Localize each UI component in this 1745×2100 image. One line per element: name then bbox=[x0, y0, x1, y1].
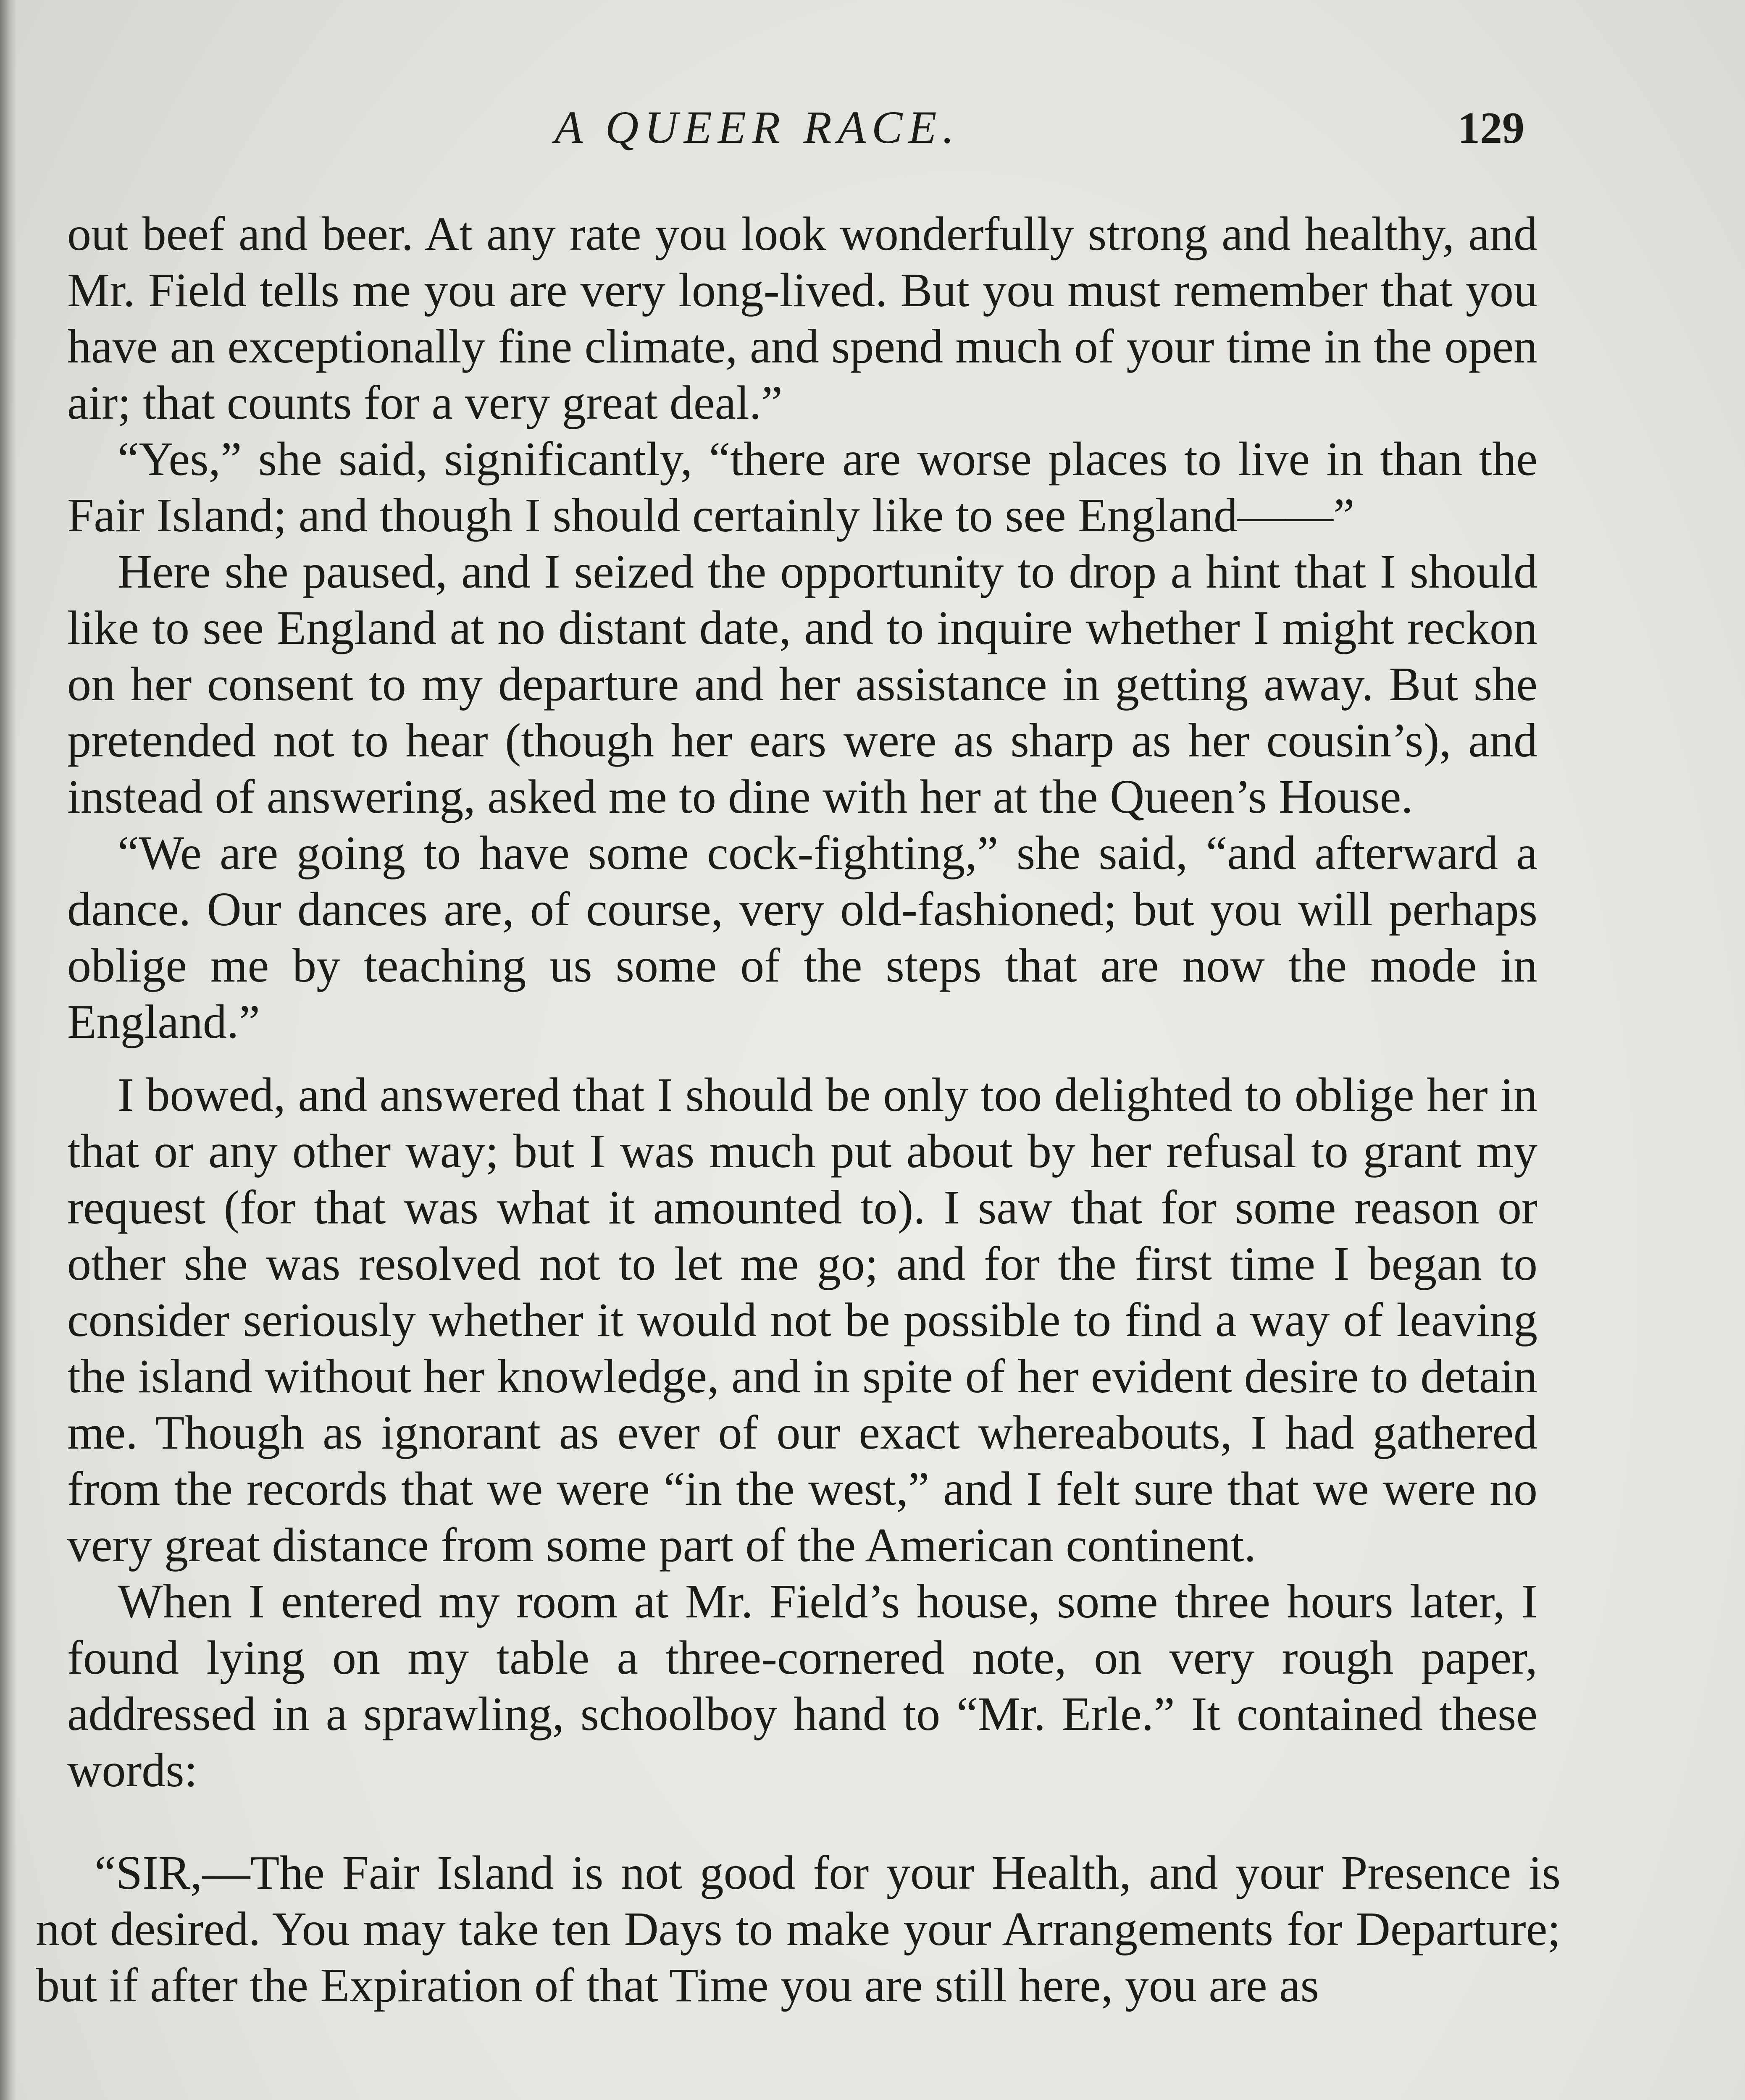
running-title: A QUEER RACE. bbox=[555, 102, 960, 153]
paragraph: Here she paused, and I seized the opportunity to drop a hint that I should like to see England at no distant date, and to inquire whether I might reckon on her consent to my departure and her assistance in getting away. But she pretended not to hear (though her ears were as sharp as her cousin’s), and instead of answering, asked me to dine with her at the Queen’s House. bbox=[67, 545, 1537, 823]
body-text bbox=[36, 206, 1561, 2013]
letter-paragraph: “SIR,—The Fair Island is not good for your Health, and your Presence is not desired. You may take ten Days to make your Arrangements for Departure; but if after the Expiration of that Time you are still here, you are as bbox=[36, 1846, 1561, 2012]
paragraph-continued: out beef and beer. At any rate you look wonderfully strong and healthy, and Mr. Field tells me you are very long-lived. But you must remember that you have an exceptionally fine climate, and spend much of your time in the open air; that counts for a very great deal.” bbox=[67, 207, 1537, 429]
page-number: 129 bbox=[1458, 103, 1524, 152]
paragraph: “We are going to have some cock-fighting,” she said, “and afterward a dance. Our dances are, of course, very old-fashioned; but you will perhaps oblige me by teaching us some of the steps that are now the mode in England.” bbox=[67, 826, 1537, 1048]
paragraph: “Yes,” she said, significantly, “there are worse places to live in than the Fair Island; and though I should certainly like to see England——” bbox=[67, 432, 1537, 542]
running-header bbox=[0, 101, 1745, 168]
spine-shadow bbox=[0, 0, 17, 2100]
paragraph: When I entered my room at Mr. Field’s house, some three hours later, I found lying on my table a three-cornered note, on very rough paper, addressed in a sprawling, schoolboy hand to “Mr. Erle.” It contained these words: bbox=[67, 1575, 1537, 1797]
paragraph: I bowed, and answered that I should be only too delighted to oblige her in that or any other way; but I was much put about by her refusal to grant my request (for that was what it amounted to). I saw that for some reason or other she was resolved not to let me go; and for the first time I began to consider seriously whether it would not be possible to find a way of leaving the island without her knowledge, and in spite of her evident desire to detain me. Though as ignorant as ever of our exact whereabouts, I had gathered from the records that we were “in the west,” and I felt sure that we were no very great distance from some part of the American continent. bbox=[67, 1068, 1537, 1572]
